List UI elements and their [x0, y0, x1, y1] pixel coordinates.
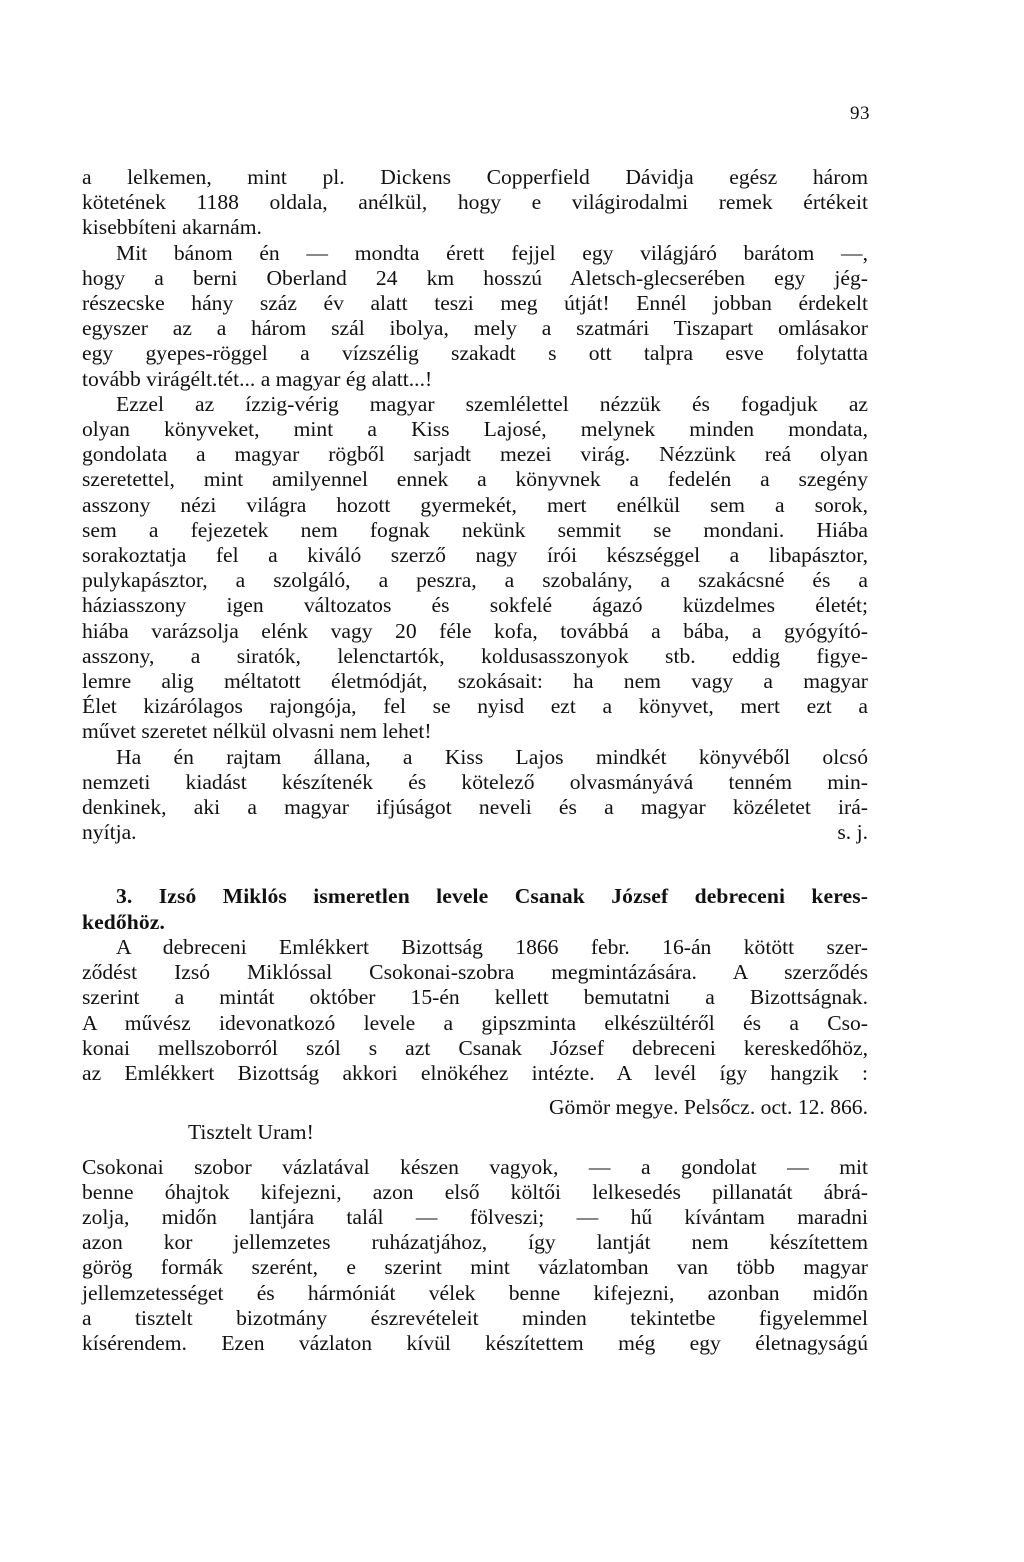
- text-line: hiába varázsolja elénk vagy 20 féle kofa, továbbá a bába, a gyógyító-: [82, 618, 868, 643]
- text-line: részecske hány száz év alatt teszi meg útját! Ennél jobban érdekelt: [82, 291, 868, 316]
- text-line: kötetének 1188 oldala, anélkül, hogy e világirodalmi remek értékeit: [82, 190, 868, 215]
- letter-body: [82, 1155, 868, 1357]
- text-line: ződést Izsó Miklóssal Csokonai-szobra megmintázására. A szerződés: [82, 960, 868, 985]
- text-line: olyan könyveket, mint a Kiss Lajosé, melynek minden mondata,: [82, 417, 868, 442]
- text-line: gondolata a magyar rögből sarjadt mezei virág. Nézzünk reá olyan: [82, 442, 868, 467]
- page-number: 93: [850, 103, 870, 124]
- text-line: a tisztelt bizotmány észrevételeit minden tekintetbe figyelemmel: [82, 1305, 868, 1330]
- letter-place-date: Gömör megye. Pelsőcz. oct. 12. 866.: [548, 1095, 868, 1120]
- text-line: kísérendem. Ezen vázlaton kívül készítettem még egy életnagyságú: [82, 1330, 868, 1355]
- heading-line: 3. Izsó Miklós ismeretlen levele Csanak József debreceni keres-: [116, 884, 868, 909]
- text-line: szerint a mintát október 15-én kellett bemutatni a Bizottságnak.: [82, 985, 868, 1010]
- text-line: művet szeretet nélkül olvasni nem lehet!: [82, 719, 432, 744]
- text-line: lemre alig méltatott életmódját, szokásait: ha nem vagy a magyar: [82, 669, 868, 694]
- text-line: zolja, midőn lantjára talál — fölveszi; — hű kívántam maradni: [82, 1204, 868, 1229]
- text-line: egy gyepes-röggel a vízszélig szakadt s ott talpra esve folytatta: [82, 341, 868, 366]
- section-intro: [82, 935, 868, 1086]
- signature-line: [82, 820, 868, 845]
- text-line: asszony, a siratók, lelenctartók, koldusasszonyok stb. eddig figye-: [82, 643, 868, 668]
- text-line: Csokonai szobor vázlatával készen vagyok, — a gondolat — mit: [82, 1154, 868, 1179]
- text-line: Élet kizárólagos rajongója, fel se nyisd ezt a könyvet, mert ezt a: [82, 694, 868, 719]
- text-line: tovább virágélt.tét... a magyar ég alatt...!: [82, 366, 433, 391]
- text-line: görög formák szerént, e szerint mint vázlatomban van több magyar: [82, 1255, 868, 1280]
- letter-salutation: Tisztelt Uram!: [188, 1120, 314, 1145]
- text-line: Ha én rajtam állana, a Kiss Lajos mindkét könyvéből olcsó: [116, 744, 868, 769]
- text-line: sem a fejezetek nem fognak nekünk semmit se mondani. Hiába: [82, 517, 868, 542]
- text-line: a lelkemen, mint pl. Dickens Copperfield Dávidja egész három: [82, 165, 868, 189]
- author-signature: s. j.: [837, 820, 868, 845]
- paragraph-3: [82, 392, 868, 745]
- body-text: [82, 165, 868, 1356]
- text-line: asszony nézi világra hozott gyermekét, mert enélkül sem a sorok,: [82, 492, 868, 517]
- paragraph-2: [82, 241, 868, 392]
- text-line: A művész idevonatkozó levele a gipszminta elkészültéről és a Cso-: [82, 1010, 868, 1035]
- text-line: egyszer az a három szál ibolya, mely a szatmári Tiszapart omlásakor: [82, 316, 868, 341]
- text-line: Ezzel az ízzig-vérig magyar szemlélettel nézzük és fogadjuk az: [116, 391, 868, 416]
- text-line: Mit bánom én — mondta érett fejjel egy világjáró barátom —,: [116, 240, 868, 265]
- text-line: nemzeti kiadást készítenék és kötelező olvasmányává tenném min-: [82, 769, 868, 794]
- section-gap: [82, 845, 868, 884]
- text-line: azon kor jellemzetes ruházatjához, így lantját nem készítettem: [82, 1230, 868, 1255]
- text-line: nyítja.: [82, 820, 137, 845]
- text-line: jellemzetességet és hármóniát vélek benne kifejezni, azonban midőn: [82, 1280, 868, 1305]
- text-line: benne óhajtok kifejezni, azon első költői lelkesedés pillanatát ábrá-: [82, 1179, 868, 1204]
- text-line: hogy a berni Oberland 24 km hosszú Aletsch-glecserében egy jég-: [82, 265, 868, 290]
- text-line: konai mellszoborról szól s azt Csanak József debreceni kereskedőhöz,: [82, 1035, 868, 1060]
- paragraph-1: [82, 165, 868, 241]
- text-line: szeretettel, mint amilyennel ennek a könyvnek a fedelén a szegény: [82, 467, 868, 492]
- text-line: A debreceni Emlékkert Bizottság 1866 febr. 16-án kötött szer-: [116, 934, 868, 959]
- text-line: háziasszony igen változatos és sokfelé ágazó küzdelmes életét;: [82, 593, 868, 618]
- text-line: denkinek, aki a magyar ifjúságot neveli és a magyar közéletet irá-: [82, 795, 868, 820]
- paragraph-4: [82, 745, 868, 846]
- text-line: az Emlékkert Bizottság akkori elnökéhez intézte. A levél így hangzik :: [82, 1060, 868, 1085]
- heading-line: kedőhöz.: [82, 909, 165, 934]
- text-line: pulykapásztor, a szolgáló, a peszra, a szobalány, a szakácsné és a: [82, 568, 868, 593]
- section-heading: [82, 884, 868, 934]
- text-line: kisebbíteni akarnám.: [82, 215, 262, 240]
- text-line: sorakoztatja fel a kiváló szerző nagy írói készséggel a libapásztor,: [82, 543, 868, 568]
